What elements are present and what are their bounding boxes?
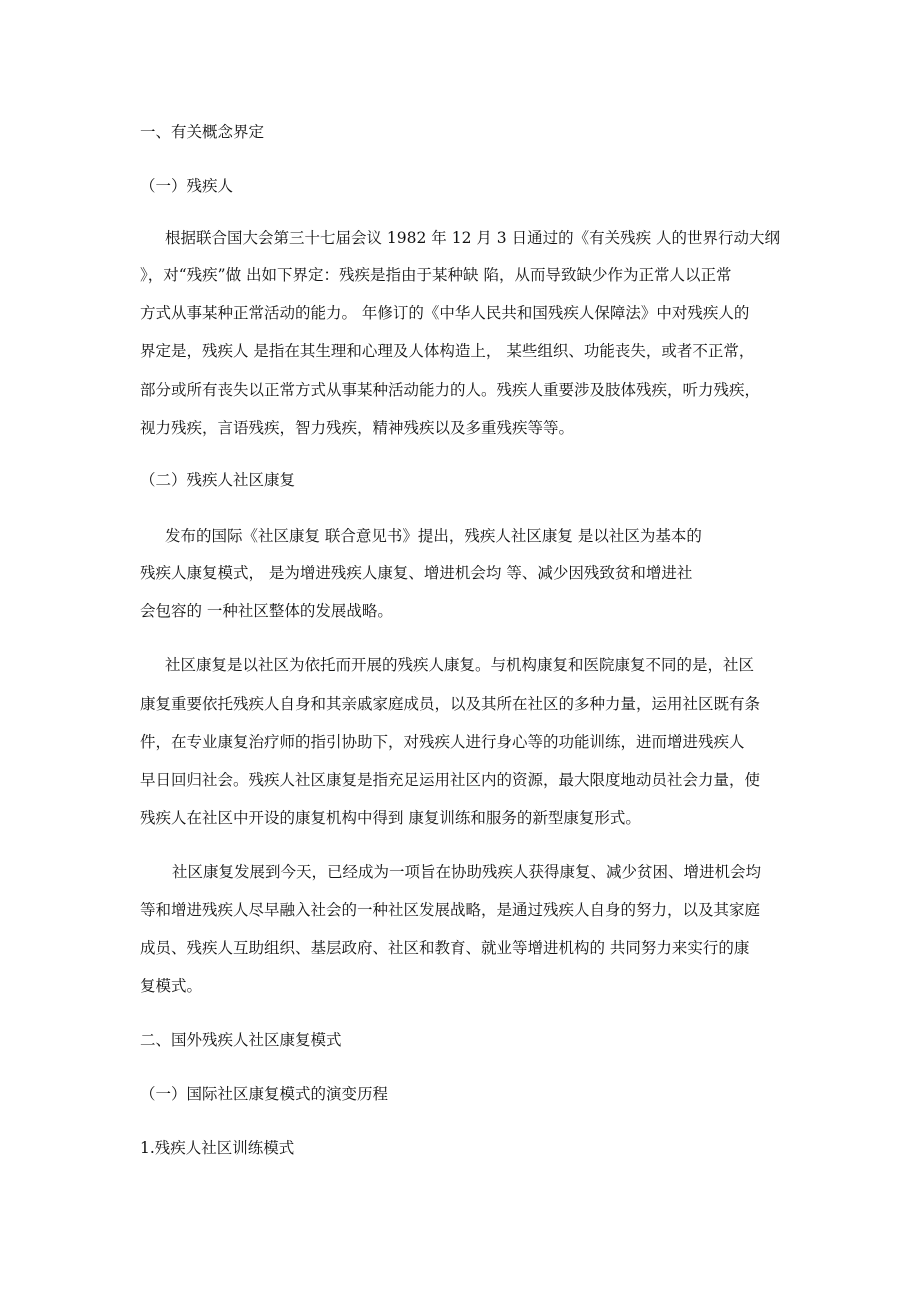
- paragraph-3-line-1: 社区康复是以社区为依托而开展的残疾人康复。与机构康复和医院康复不同的是，社区: [165, 656, 755, 674]
- paragraph-3-line-2: 康复重要依托残疾人自身和其亲戚家庭成员，以及其所在社区的多种力量，运用社区既有条: [140, 695, 761, 713]
- paragraph-1-line-1: 根据联合国大会第三十七届会议 1982 年 12 月 3 日通过的《有关残疾 人的世界行动大纲: [165, 229, 781, 247]
- paragraph-3-line-5: 残疾人在社区中开设的康复机构中得到 康复训练和服务的新型康复形式。: [140, 809, 641, 827]
- subsection-heading-evolution: （一）国际社区康复模式的演变历程: [140, 1085, 389, 1103]
- paragraph-1-line-3: 方式从事某种正常活动的能力。 年修订的《中华人民共和国残疾人保障法》中对残疾人的: [140, 304, 750, 322]
- subsubsection-heading-training-model: 1.残疾人社区训练模式: [140, 1139, 295, 1157]
- paragraph-4-line-3: 成员、残疾人互助组织、基层政府、社区和教育、就业等增进机构的 共同努力来实行的康: [140, 939, 750, 957]
- section-heading-2: 二、国外残疾人社区康复模式: [140, 1031, 342, 1049]
- paragraph-2-line-2: 残疾人康复模式， 是为增进残疾人康复、增进机会均 等、减少因残致贫和增进社: [140, 564, 693, 582]
- paragraph-4-line-1: 社区康复发展到今天，已经成为一项旨在协助残疾人获得康复、减少贫困、增进机会均: [172, 863, 762, 881]
- paragraph-1-line-4: 界定是，残疾人 是指在其生理和心理及人体构造上， 某些组织、功能丧失，或者不正常，: [140, 342, 755, 360]
- paragraph-1-line-2: 》，对“残疾”做 出如下界定：残疾是指由于某种缺 陷，从而导致缺少作为正常人以正常: [140, 266, 732, 284]
- section-heading-1: 一、有关概念界定: [140, 123, 265, 141]
- paragraph-1-line-5: 部分或所有丧失以正常方式从事某种活动能力的人。残疾人重要涉及肢体残疾，听力残疾，: [140, 381, 761, 399]
- paragraph-1-line-6: 视力残疾，言语残疾，智力残疾，精神残疾以及多重残疾等等。: [140, 419, 575, 437]
- paragraph-2-line-3: 会包容的 一种社区整体的发展战略。: [140, 602, 393, 620]
- paragraph-4-line-4: 复模式。: [140, 977, 203, 995]
- subsection-heading-disabled-persons: （一）残疾人: [140, 177, 234, 195]
- paragraph-2-line-1: 发布的国际《社区康复 联合意见书》提出，残疾人社区康复 是以社区为基本的: [165, 527, 702, 545]
- paragraph-3-line-4: 早日回归社会。残疾人社区康复是指充足运用社区内的资源，最大限度地动员社会力量，使: [140, 771, 761, 789]
- paragraph-3-line-3: 件，在专业康复治疗师的指引协助下，对残疾人进行身心等的功能训练，进而增进残疾人: [140, 733, 745, 751]
- paragraph-4-line-2: 等和增进残疾人尽早融入社会的一种社区发展战略，是通过残疾人自身的努力，以及其家庭: [140, 901, 761, 919]
- subsection-heading-community-rehab: （二）残疾人社区康复: [140, 471, 296, 489]
